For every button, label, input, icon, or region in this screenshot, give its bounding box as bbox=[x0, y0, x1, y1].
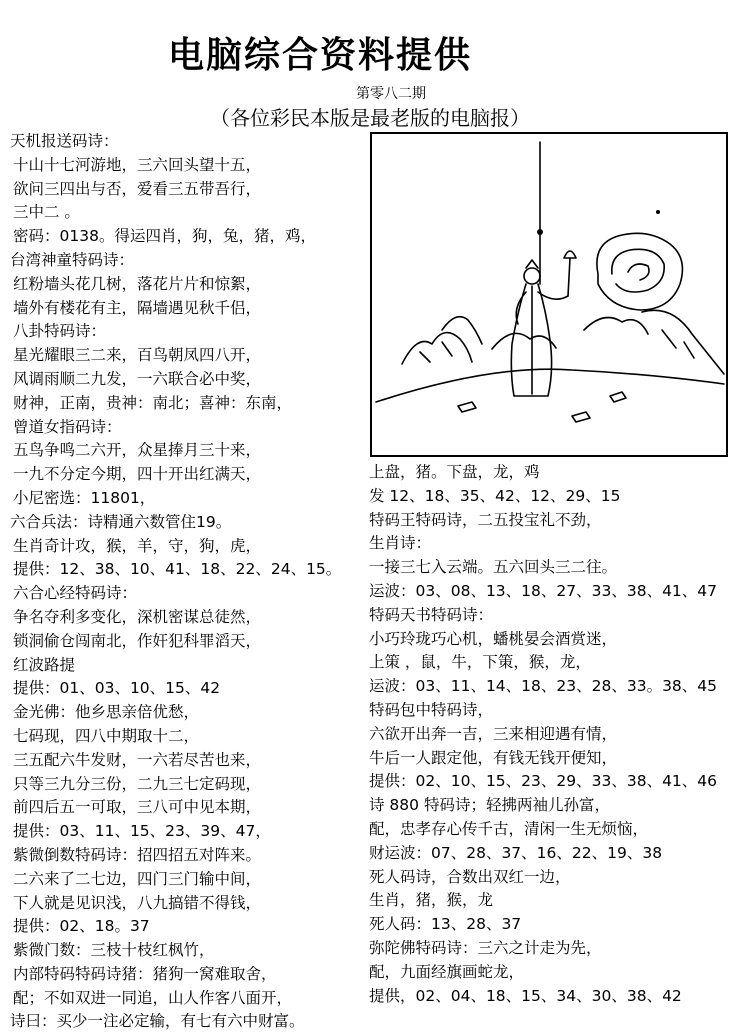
text-line: 死人码：13、28、37 bbox=[369, 915, 522, 934]
text-line: 特码王特码诗，二五投宝礼不劲， bbox=[369, 510, 602, 529]
text-line: 一九不分定今期，四十开出红满天， bbox=[13, 465, 262, 484]
text-line: 天机报送码诗： bbox=[10, 132, 119, 150]
text-line: 小巧玲珑巧心机，蟠桃晏会酒赏迷， bbox=[369, 629, 618, 648]
right-text-column bbox=[369, 461, 717, 1008]
text-line: 弥陀佛特码诗：三六之计走为先， bbox=[369, 938, 602, 957]
text-line: 提供：03、11、15、23、39、47， bbox=[13, 822, 271, 841]
text-line: 六欲开出奔一吉，三来相迎遇有情， bbox=[369, 724, 618, 743]
text-line: 三五配六牛发财，一六若尽苦也来， bbox=[13, 750, 262, 769]
text-line: 提供：02、10、15、23、29、33、38、41、46 bbox=[369, 772, 718, 791]
text-line: 争名夺利多变化，深机密谋总徒然， bbox=[13, 607, 262, 626]
text-line: 五鸟争鸣二六开，众星捧月三十来， bbox=[13, 441, 262, 460]
ink-illustration bbox=[370, 132, 728, 457]
text-line: 紫微倒数特码诗：招四招五对阵来。 bbox=[13, 845, 262, 864]
issue-number: 第零八二期 bbox=[356, 86, 426, 102]
text-line: 风调雨顺二九发，一六联合必中奖， bbox=[13, 369, 262, 388]
subtitle: （各位彩民本版是最老版的电脑报） bbox=[210, 106, 530, 130]
text-line: 欲问三四出与否，爱看三五带吾行， bbox=[13, 179, 262, 198]
text-line: 诗曰：买少一注必定输，有七有六中财富。 bbox=[10, 1012, 305, 1031]
text-line: 红波路提 bbox=[13, 655, 76, 674]
text-line: 生肖诗： bbox=[369, 534, 432, 553]
text-line: 小尼密选：11801， bbox=[13, 488, 156, 507]
text-line: 三中二 。 bbox=[13, 203, 80, 222]
text-line: 六合兵法：诗精通六数管住19。 bbox=[10, 512, 232, 531]
text-line: 特码包中特码诗， bbox=[369, 700, 494, 719]
scholar-at-cliff-drawing bbox=[372, 134, 726, 455]
text-line: 配；不如双进一同追，山人作客八面开， bbox=[13, 988, 293, 1007]
page-title: 电脑综合资料提供 bbox=[167, 35, 472, 76]
text-line: 墙外有楼花有主，隔墙遇见秋千侣， bbox=[13, 298, 262, 317]
text-line: 财神，正南，贵神：南北；喜神：东南， bbox=[13, 393, 293, 412]
text-line: 前四后五一可取，三八可中见本期， bbox=[13, 798, 262, 817]
text-line: 诗 880 特码诗；轻拂两袖儿孙富， bbox=[369, 796, 610, 815]
text-line: 一接三七入云端。五六回头三二往。 bbox=[369, 558, 618, 577]
text-line: 密码：0138。得运四肖，狗，兔，猪，鸡， bbox=[13, 227, 316, 246]
text-line: 金光佛：他乡思亲倍优愁， bbox=[13, 703, 200, 722]
text-line: 八卦特码诗： bbox=[13, 322, 107, 341]
text-line: 牛后一人跟定他，有钱无钱开便知， bbox=[369, 748, 618, 767]
text-line: 只等三九分三份，二九三七定码现， bbox=[13, 774, 262, 793]
text-line: 提供：01、03、10、15、42 bbox=[13, 679, 221, 698]
text-line: 生肖奇计攻，猴，羊，守，狗，虎， bbox=[13, 536, 262, 555]
text-line: 提供：12、38、10、41、18、22、24、15。 bbox=[13, 560, 342, 579]
text-line: 特码天书特码诗： bbox=[369, 605, 494, 624]
text-line: 内部特码特码诗猪：猪狗一窝难取舍， bbox=[13, 964, 277, 983]
text-line: 下人就是见识浅，八九搞错不得钱， bbox=[13, 893, 262, 912]
text-line: 运波：03、08、13、18、27、33、38、41、47 bbox=[369, 581, 718, 600]
text-line: 上盘，猪。下盘，龙，鸡 bbox=[369, 463, 540, 481]
text-line: 发 12、18、35、42、12、29、15 bbox=[369, 486, 621, 505]
text-line: 二六来了二七边，四门三门输中间， bbox=[13, 869, 262, 888]
text-line: 六合心经特码诗： bbox=[13, 584, 138, 603]
text-line: 死人码诗，合数出双红一边， bbox=[369, 867, 571, 886]
text-line: 运波：03、11、14、18、23、28、33。38、45 bbox=[369, 677, 718, 696]
text-line: 配，忠孝存心传千古，清闲一生无烦恼， bbox=[369, 819, 649, 838]
text-line: 财运波：07、28、37、16、22、19、38 bbox=[369, 843, 663, 862]
text-line: 曾道女指码诗： bbox=[13, 417, 122, 436]
text-line: 七码现，四八中期取十二， bbox=[13, 726, 200, 745]
text-line: 提供，02、04、18、15、34、30、38、42 bbox=[369, 986, 682, 1005]
text-line: 台湾神童特码诗： bbox=[10, 250, 135, 269]
text-line: 紫微门数：三枝十枝红枫竹， bbox=[13, 941, 215, 960]
text-line: 星光耀眼三二来，百鸟朝凤四八开， bbox=[13, 346, 262, 365]
text-line: 提供：02、18。37 bbox=[13, 917, 150, 936]
text-line: 红粉墙头花几树，落花片片和惊絮， bbox=[13, 274, 262, 293]
text-line: 上策 ，鼠，牛，下策，猴，龙， bbox=[369, 653, 591, 672]
text-line: 锁洞偷仓闯南北，作奸犯科罪滔天， bbox=[13, 631, 262, 650]
left-text-column bbox=[10, 130, 341, 1034]
text-line: 生肖，猪，猴，龙 bbox=[369, 891, 494, 910]
text-line: 十山十七河游地，三六回头望十五， bbox=[13, 155, 262, 174]
text-line: 配，九面经旗画蛇龙， bbox=[369, 962, 525, 981]
